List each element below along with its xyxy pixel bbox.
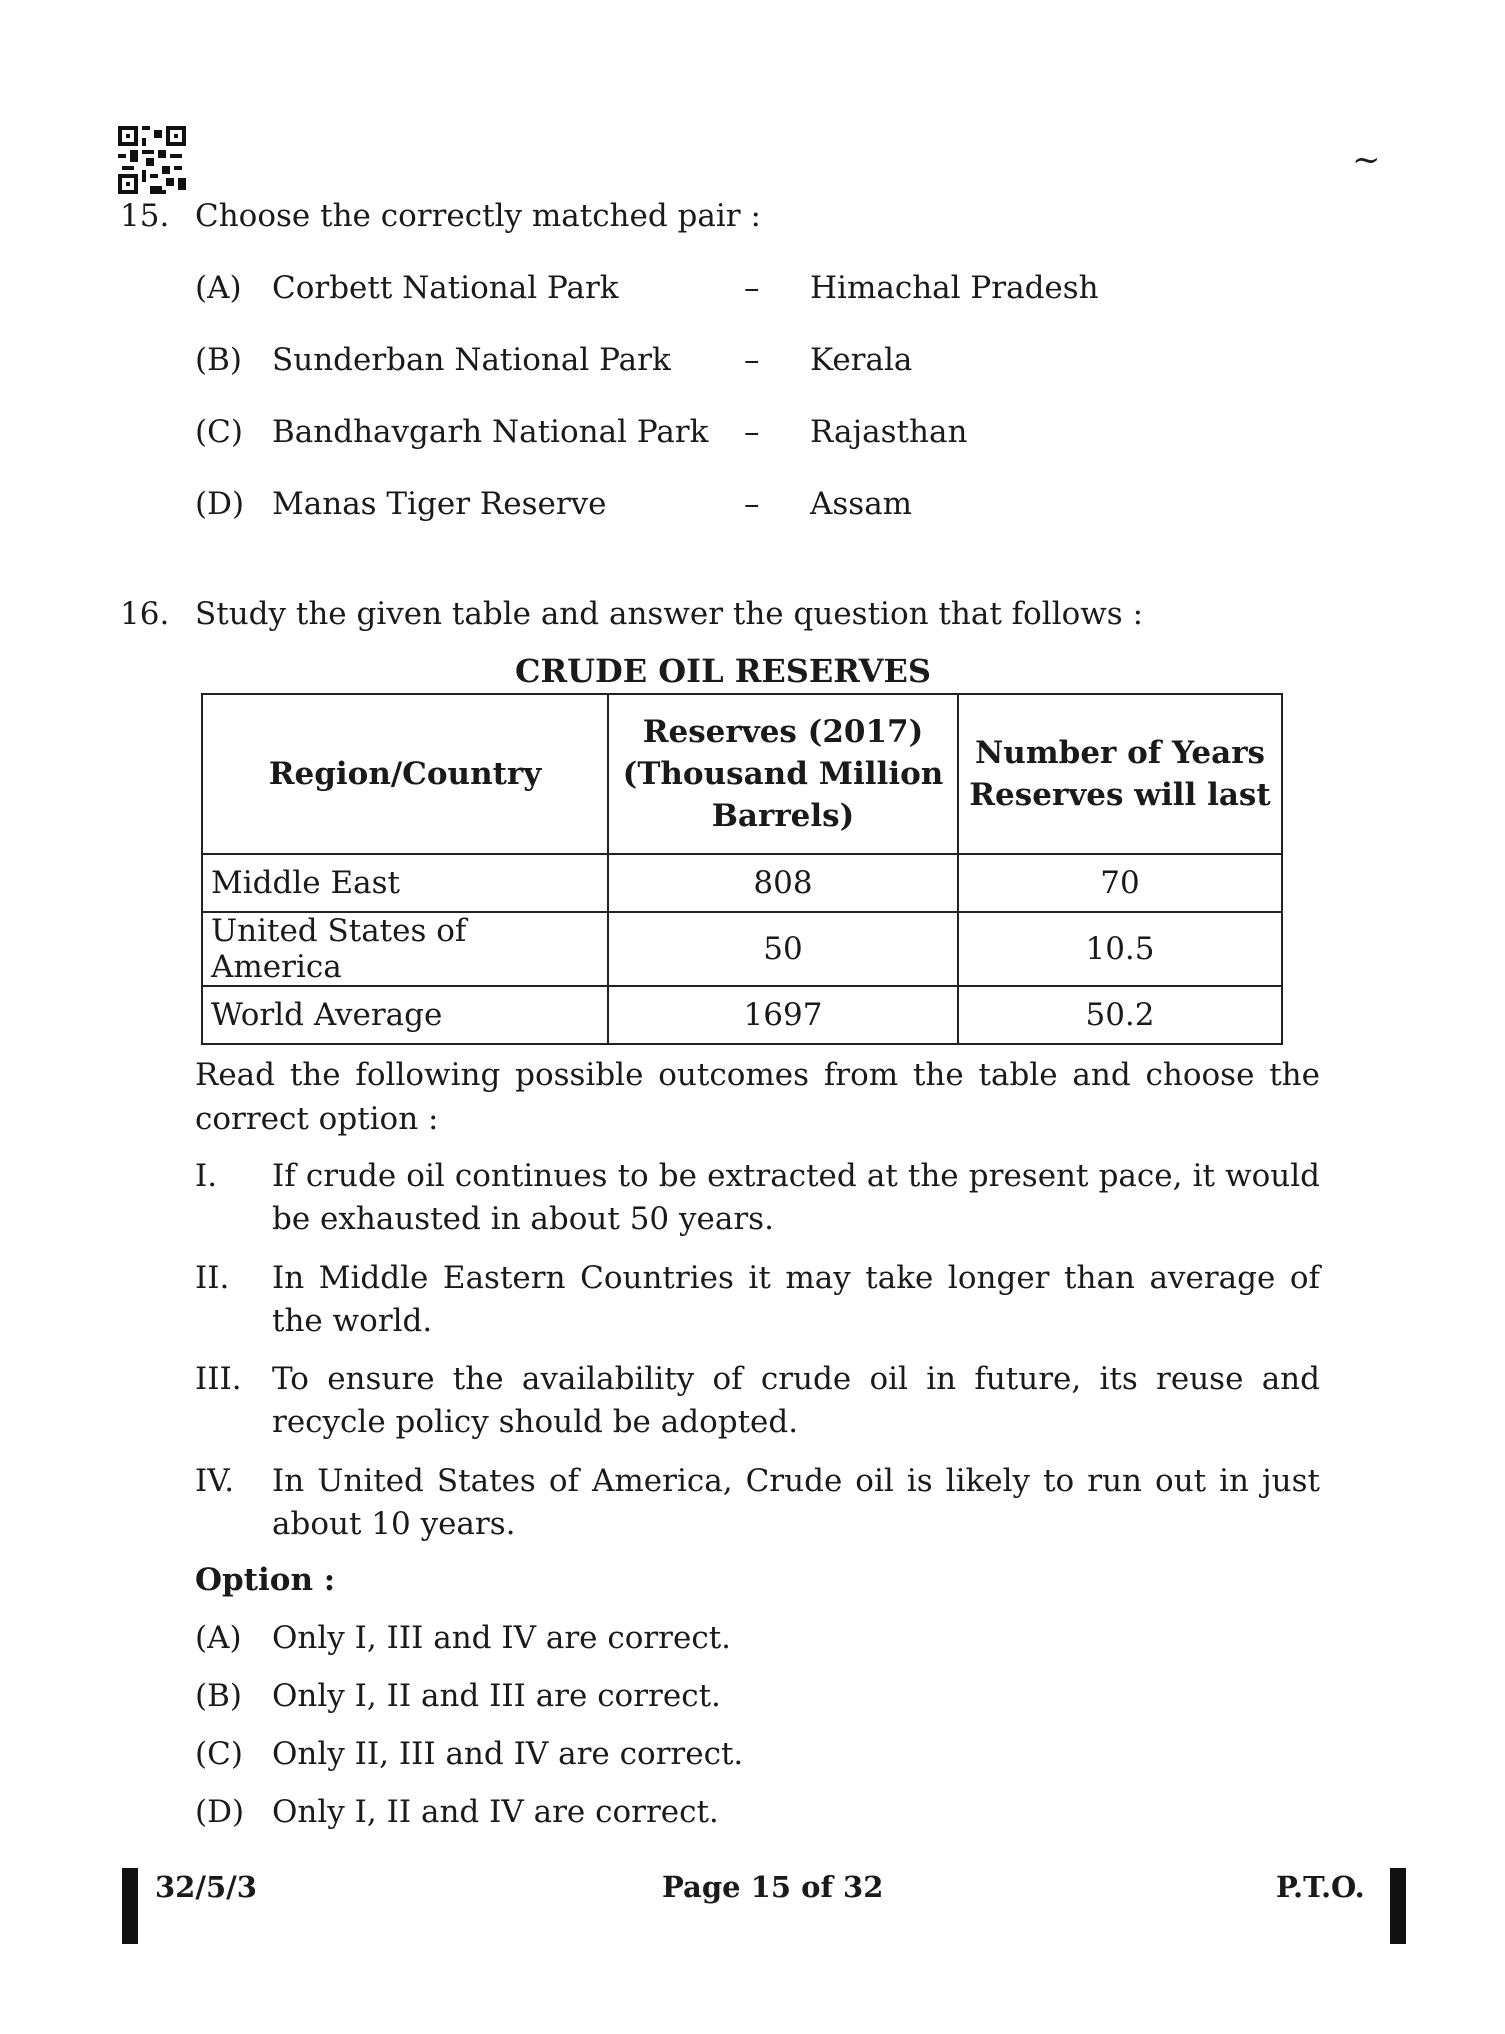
footer-left-bar [122,1868,138,1944]
option-label: (B) [195,1678,242,1714]
header-line: Number of Years [974,735,1266,771]
pair-label: (C) [195,414,243,450]
header-line: Reserves (2017) [642,714,924,750]
header-line: (Thousand Million [622,756,944,792]
page-number: Page 15 of 32 [662,1870,884,1904]
cell-years: 70 [958,854,1282,912]
question-16-number: 16. [120,596,170,632]
option-text: Only I, II and III are correct. [272,1678,721,1714]
header-region: Region/Country [202,694,608,854]
option-label: (A) [195,1620,242,1656]
pair-b [0,342,1505,382]
crude-oil-table [201,693,1283,1045]
statement-number: I. [195,1158,218,1194]
cell-region: Middle East [202,854,608,912]
cell-region: World Average [202,986,608,1044]
option-a [0,1620,1505,1660]
pair-state: Assam [810,486,913,522]
cell-reserves: 1697 [608,986,958,1044]
pair-label: (B) [195,342,242,378]
header-line: Barrels) [711,798,855,834]
cell-reserves: 50 [608,912,958,986]
cell-region: United States of America [202,912,608,986]
pair-park: Corbett National Park [272,270,619,306]
cell-reserves: 808 [608,854,958,912]
statement-ii [195,1257,1320,1345]
header-line: Reserves will last [969,777,1271,813]
instruction-line-1: Read the following possible outcomes from the table and choose the [195,1057,1320,1093]
statement-iv [195,1460,1320,1548]
pair-d [0,486,1505,526]
option-b [0,1678,1505,1718]
table-header-row [202,694,1282,854]
statement-number: IV. [195,1463,235,1499]
table-title: CRUDE OIL RESERVES [515,652,931,690]
pair-label: (A) [195,270,242,306]
pair-state: Kerala [810,342,913,378]
table-row [202,912,1282,986]
cell-years: 10.5 [958,912,1282,986]
question-15-prompt: Choose the correctly matched pair : [195,198,761,234]
statement-text: If crude oil continues to be extracted at the present pace, it would be exhausted in about 50 years. [272,1158,1320,1237]
option-c [0,1736,1505,1776]
pair-state: Rajasthan [810,414,968,450]
question-15-number: 15. [120,198,170,234]
pair-dash: – [744,270,760,306]
statement-text: In Middle Eastern Countries it may take longer than average of the world. [272,1260,1320,1339]
statement-iii [195,1358,1320,1446]
option-d [0,1794,1505,1834]
pair-park: Manas Tiger Reserve [272,486,607,522]
statement-number: III. [195,1361,242,1397]
pair-a [0,270,1505,310]
pair-label: (D) [195,486,245,522]
table-row [202,854,1282,912]
pair-state: Himachal Pradesh [810,270,1099,306]
pair-park: Bandhavgarh National Park [272,414,709,450]
pair-dash: – [744,342,760,378]
statement-i [195,1155,1320,1243]
pair-park: Sunderban National Park [272,342,671,378]
statement-text: To ensure the availability of crude oil in future, its reuse and recycle policy should be adopted. [272,1361,1320,1440]
instruction-line-2: correct option : [195,1101,439,1137]
corner-mark: ~ [1352,140,1381,180]
option-heading: Option : [195,1562,336,1598]
paper-code: 32/5/3 [155,1870,257,1904]
option-text: Only I, II and IV are correct. [272,1794,719,1830]
table-row [202,986,1282,1044]
pair-c [0,414,1505,454]
pair-dash: – [744,486,760,522]
option-text: Only I, III and IV are correct. [272,1620,732,1656]
cell-years: 50.2 [958,986,1282,1044]
footer-right-bar [1390,1868,1406,1944]
statement-number: II. [195,1260,230,1296]
qr-code-icon [118,126,186,194]
question-16-prompt: Study the given table and answer the question that follows : [195,596,1144,632]
option-label: (C) [195,1736,243,1772]
pair-dash: – [744,414,760,450]
option-text: Only II, III and IV are correct. [272,1736,744,1772]
pto-label: P.T.O. [1276,1870,1365,1904]
option-label: (D) [195,1794,245,1830]
header-years [958,694,1282,854]
statement-text: In United States of America, Crude oil is likely to run out in just about 10 years. [272,1463,1320,1542]
header-reserves [608,694,958,854]
